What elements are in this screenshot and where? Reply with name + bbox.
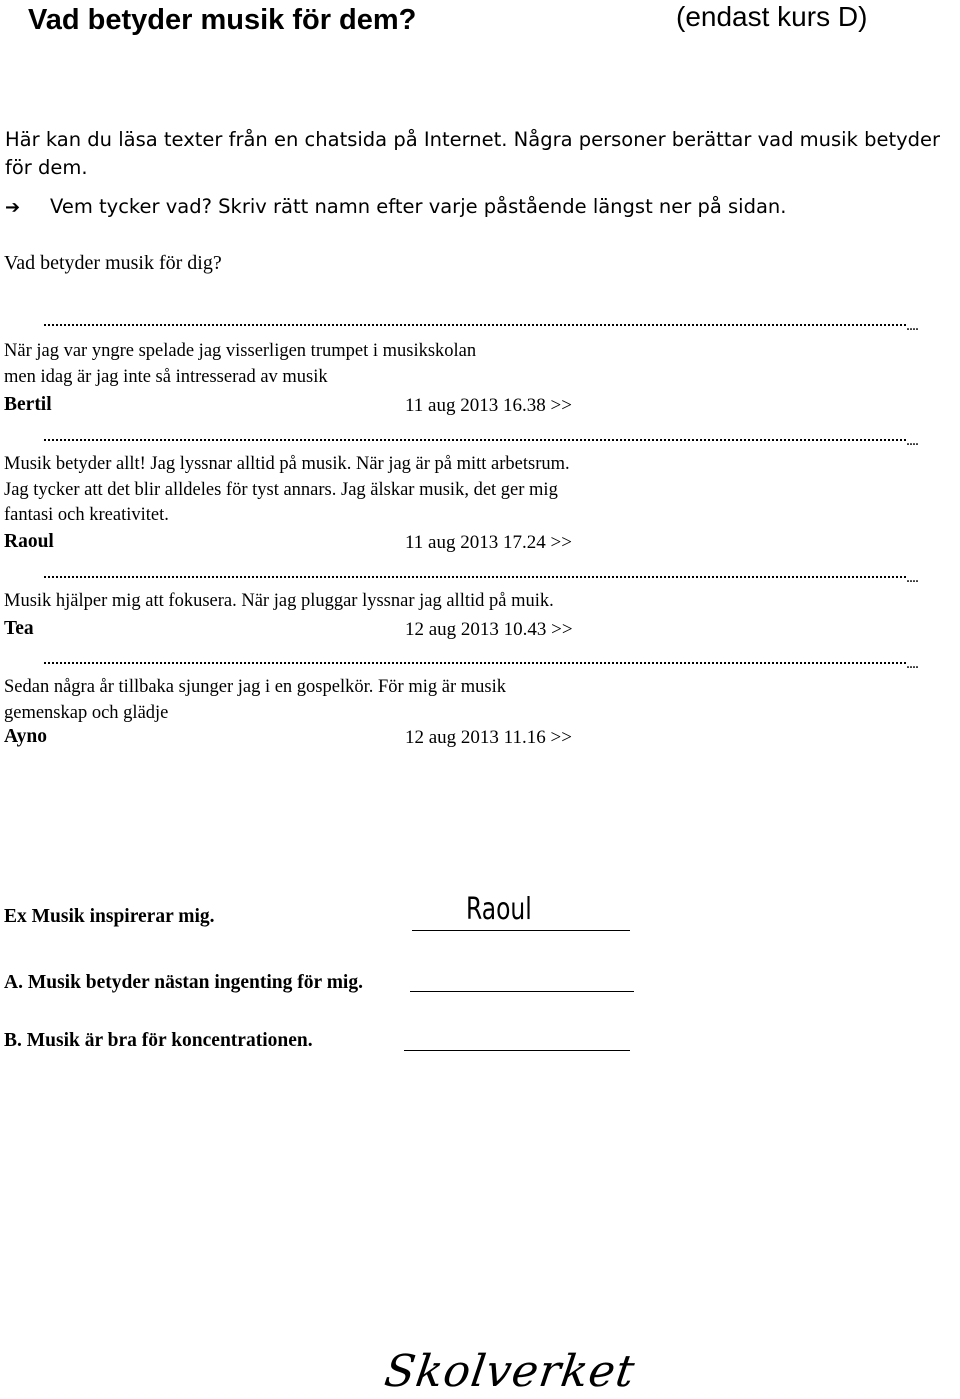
dotted-separator-end: .... bbox=[906, 432, 918, 449]
post-line: men idag är jag inte så intresserad av musik bbox=[4, 366, 328, 387]
example-statement: Ex Musik inspirerar mig. bbox=[4, 906, 215, 927]
post-timestamp: 12 aug 2013 10.43 >> bbox=[405, 619, 573, 640]
dotted-separator bbox=[44, 576, 906, 578]
dotted-separator bbox=[44, 324, 906, 326]
post-text bbox=[4, 452, 684, 529]
instruction-text: Vem tycker vad? Skriv rätt namn efter varje påstående längst ner på sidan. bbox=[50, 195, 787, 218]
course-note: (endast kurs D) bbox=[676, 1, 868, 32]
post-text bbox=[4, 589, 684, 615]
dotted-separator-end: .... bbox=[906, 655, 918, 672]
dotted-separator bbox=[44, 439, 906, 441]
statement-a: A. Musik betyder nästan ingenting för mig. bbox=[4, 972, 363, 993]
answer-field-b[interactable] bbox=[404, 1050, 630, 1051]
post-author: Raoul bbox=[4, 531, 54, 552]
dotted-separator bbox=[44, 662, 906, 664]
answer-field-a[interactable] bbox=[410, 991, 634, 992]
post-line: Jag tycker att det blir alldeles för tyst annars. Jag älskar musik, det ger mig bbox=[4, 479, 558, 500]
page-title: Vad betyder musik för dem? bbox=[28, 4, 417, 36]
post-author: Ayno bbox=[4, 726, 47, 747]
dotted-separator-end: .... bbox=[906, 317, 918, 334]
post-timestamp: 11 aug 2013 16.38 >> bbox=[405, 395, 572, 416]
skolverket-logo: Skolverket bbox=[381, 1346, 639, 1397]
chat-question: Vad betyder musik för dig? bbox=[4, 252, 222, 274]
instruction bbox=[5, 193, 787, 222]
post-line: gemenskap och glädje bbox=[4, 702, 169, 723]
post-timestamp: 12 aug 2013 11.16 >> bbox=[405, 727, 572, 748]
post-line: När jag var yngre spelade jag visserligen trumpet i musikskolan bbox=[4, 341, 477, 361]
arrow-right-icon: ➔ bbox=[5, 197, 21, 218]
dotted-separator-end: .... bbox=[906, 569, 918, 586]
post-text bbox=[4, 675, 684, 726]
post-timestamp: 11 aug 2013 17.24 >> bbox=[405, 532, 572, 553]
example-answer: Raoul bbox=[466, 892, 532, 927]
post-author: Bertil bbox=[4, 394, 52, 415]
statement-b: B. Musik är bra för koncentrationen. bbox=[4, 1030, 313, 1051]
post-line: fantasi och kreativitet. bbox=[4, 505, 169, 525]
intro-text: Här kan du läsa texter från en chatsida på Internet. Några personer berättar vad musik betyder för dem. bbox=[5, 128, 941, 179]
post-text bbox=[4, 339, 684, 390]
post-line: Musik hjälper mig att fokusera. När jag pluggar lyssnar jag alltid på muik. bbox=[4, 591, 554, 611]
post-line: Sedan några år tillbaka sjunger jag i en gospelkör. För mig är musik bbox=[4, 677, 506, 697]
post-author: Tea bbox=[4, 618, 34, 639]
post-line: Musik betyder allt! Jag lyssnar alltid på musik. När jag är på mitt arbetsrum. bbox=[4, 454, 570, 474]
example-answer-field bbox=[412, 892, 630, 931]
